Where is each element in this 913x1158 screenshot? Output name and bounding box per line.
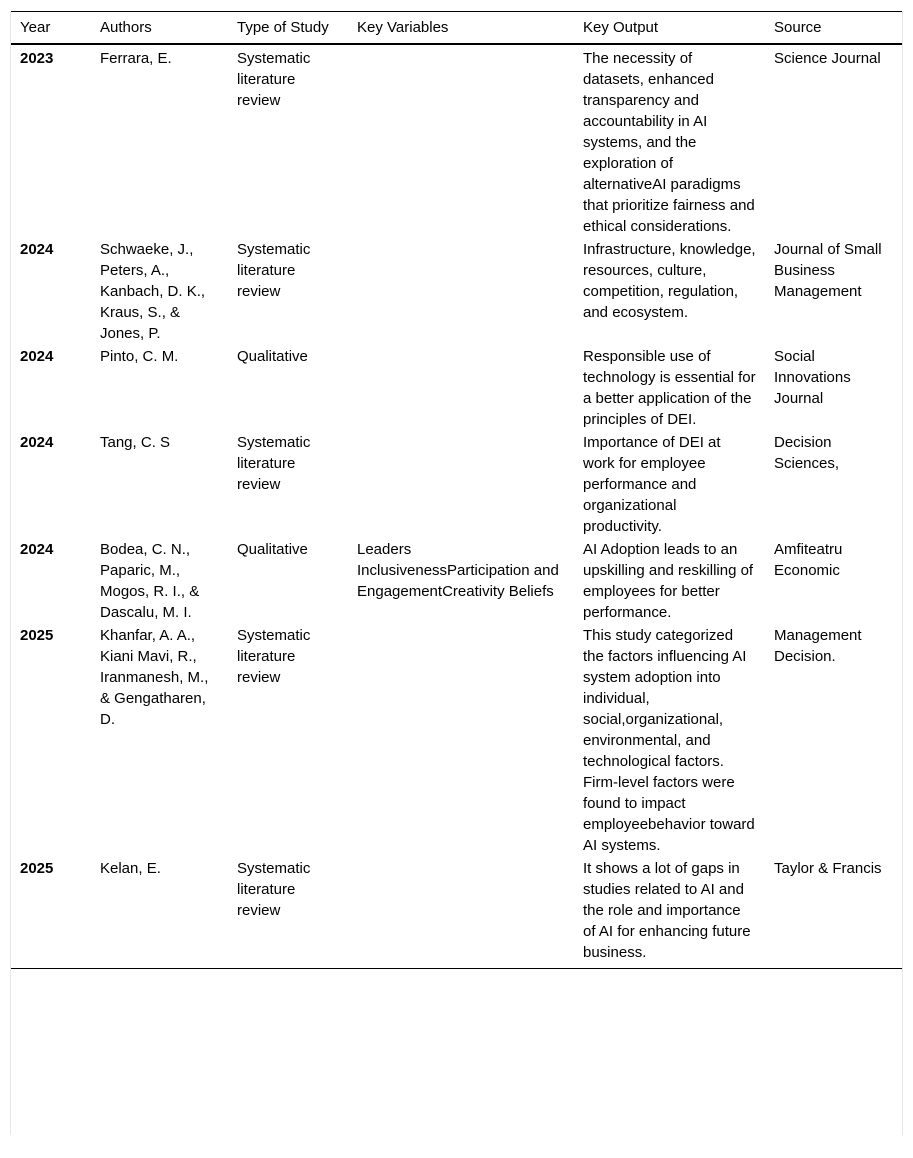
cell-source: Amfiteatru Economic [774,541,843,579]
cell-source: Taylor & Francis [764,856,903,969]
cell-key-variables [347,430,573,537]
cell-authors: Ferrara, E. [100,50,172,67]
cell-key-variables [347,344,573,430]
table-row [10,44,903,237]
cell-source: Social Innovations Journal [774,348,851,407]
table-row [10,430,903,537]
cell-key-output: Responsible use of technology is essential for a better application of the principles of DEI. [583,348,756,428]
literature-review-table [10,11,903,969]
cell-type-of-study: Systematic literature review [237,50,311,109]
cell-year: 2025 [20,627,54,644]
cell-year: 2024 [20,434,54,451]
header-key-output: Key Output [573,12,764,45]
cell-key-variables [347,237,573,344]
cell-type-of-study: Systematic literature review [237,627,311,686]
cell-source: Journal of Small Business Management [774,241,882,300]
cell-source: Decision Sciences, [774,434,840,472]
cell-year: 2023 [20,50,54,67]
cell-year: 2024 [20,348,54,365]
cell-type-of-study: Systematic literature review [227,856,347,969]
cell-type-of-study: Qualitative [237,541,308,558]
cell-authors: Pinto, C. M. [100,348,179,365]
cell-key-output: Infrastructure, knowledge, resources, culture, competition, regulation, and ecosystem. [583,241,756,321]
header-key-variables: Key Variables [347,12,573,45]
cell-authors: Tang, C. S [100,434,171,451]
cell-authors: Kelan, E. [90,856,227,969]
cell-key-output: AI Adoption leads to an upskilling and reskilling of employees for better performance. [583,541,754,621]
header-source: Source [764,12,903,45]
cell-key-variables [347,856,573,969]
header-year: Year [10,12,90,45]
cell-type-of-study: Qualitative [237,348,308,365]
literature-table-container [10,11,903,969]
cell-authors: Khanfar, A. A., Kiani Mavi, R., Iranmanesh, M., & Gengatharen, D. [100,627,209,728]
cell-type-of-study: Systematic literature review [237,241,311,300]
table-row [10,537,903,623]
table-row [10,344,903,430]
cell-key-output: It shows a lot of gaps in studies related to AI and the role and importance of AI for enhancing future business. [573,856,764,969]
cell-key-output: The necessity of datasets, enhanced transparency and accountability in AI systems, and the exploration of alternativeAI paradigms that prioritize fairness and ethical considerations. [583,50,755,235]
cell-year: 2025 [10,856,90,969]
table-header-row [10,12,903,45]
cell-source: Science Journal [774,50,881,67]
table-row [10,237,903,344]
cell-year: 2024 [20,241,54,258]
cell-key-variables: Leaders InclusivenessParticipation and EngagementCreativity Beliefs [357,541,559,600]
cell-key-output: Importance of DEI at work for employee performance and organizational productivity. [583,434,721,535]
cell-type-of-study: Systematic literature review [237,434,311,493]
cell-key-variables [347,44,573,237]
header-authors: Authors [90,12,227,45]
cell-authors: Schwaeke, J., Peters, A., Kanbach, D. K., Kraus, S., & Jones, P. [100,241,206,342]
cell-year: 2024 [20,541,54,558]
cell-key-variables [347,623,573,856]
cell-authors: Bodea, C. N., Paparic, M., Mogos, R. I., & Dascalu, M. I. [100,541,200,621]
header-type-of-study: Type of Study [227,12,347,45]
table-row [10,856,903,969]
cell-key-output: This study categorized the factors influencing AI system adoption into individual, social,organizational, environmental, and technological factors. Firm-level factors were found to impact employeebehavior toward AI systems. [583,627,755,854]
table-row [10,623,903,856]
cell-source: Management Decision. [774,627,862,665]
